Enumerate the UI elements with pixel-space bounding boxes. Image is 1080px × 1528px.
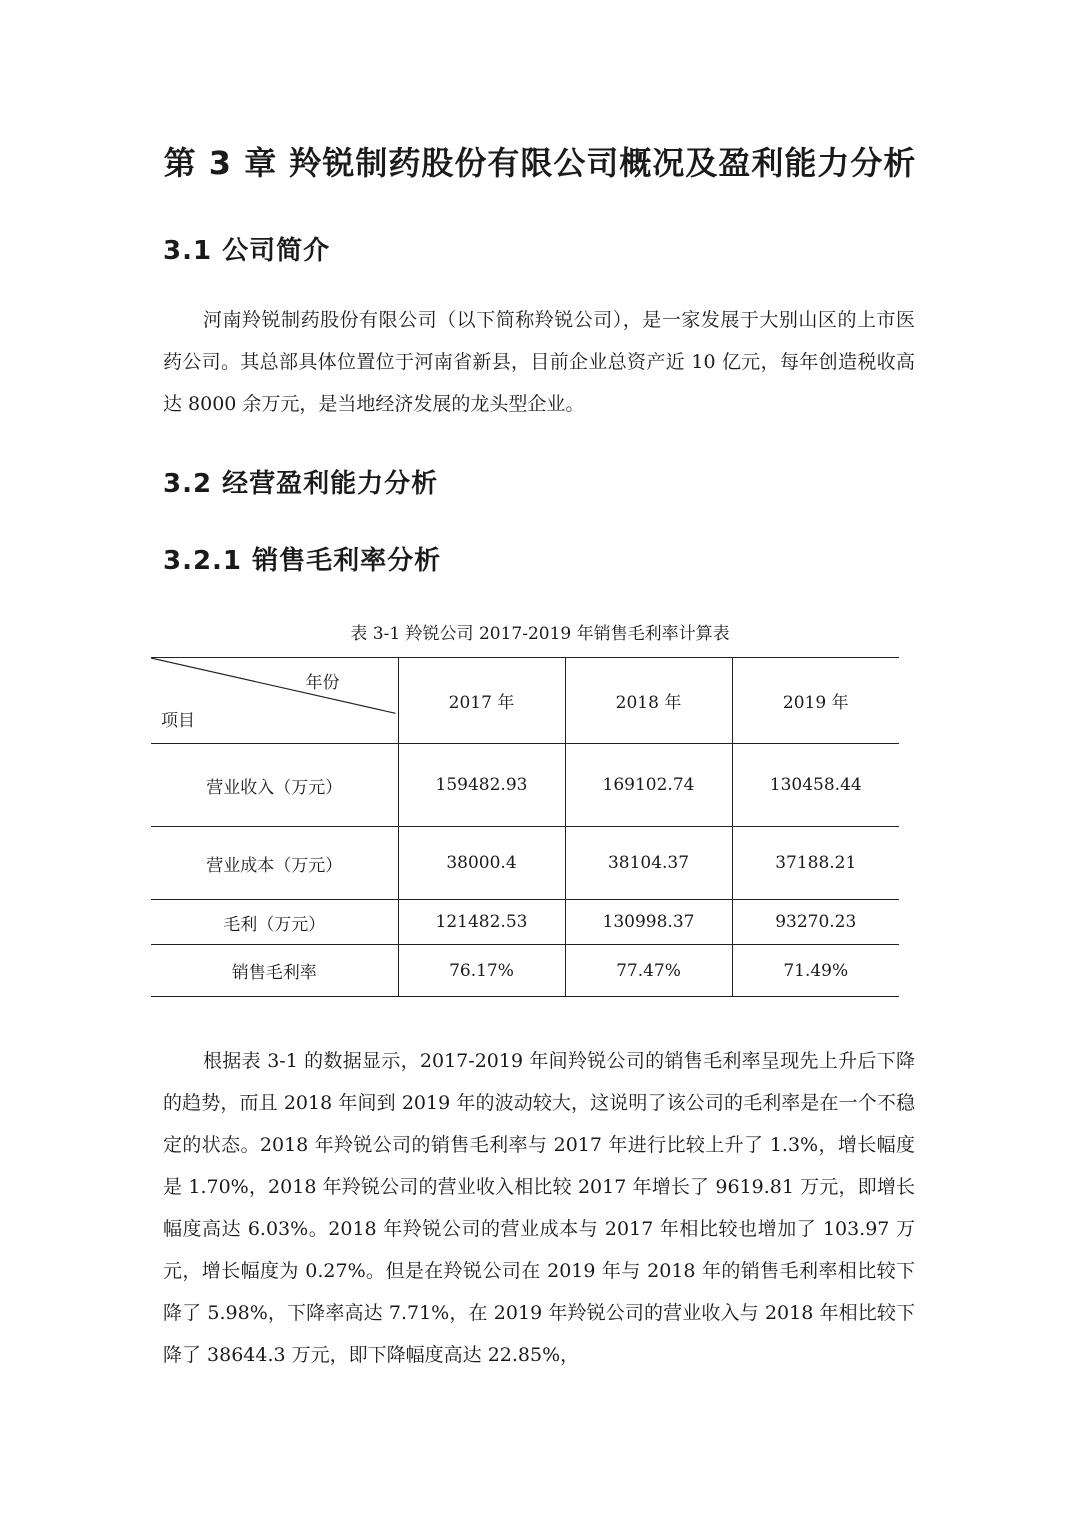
section-3-1-heading: 3.1 公司简介 bbox=[163, 236, 331, 266]
table-cell: 169102.74 bbox=[565, 744, 732, 827]
column-header: 2017 年 bbox=[398, 658, 565, 744]
table-cell: 77.47% bbox=[565, 945, 732, 997]
row-label: 营业成本（万元） bbox=[151, 827, 398, 900]
table-cell: 130458.44 bbox=[732, 744, 899, 827]
company-intro-paragraph: 河南羚锐制药股份有限公司（以下简称羚锐公司），是一家发展于大别山区的上市医药公司。其总部具体位置位于河南省新县，目前企业总资产近 10 亿元，每年创造税收高达 8000 余万元，是当地经济发展的龙头型企业。 bbox=[163, 309, 915, 415]
corner-year-label: 年份 bbox=[305, 673, 340, 693]
table-cell: 38104.37 bbox=[565, 827, 732, 900]
column-header: 2018 年 bbox=[565, 658, 732, 744]
table-row bbox=[151, 900, 899, 945]
table-header-row bbox=[151, 658, 899, 744]
table-cell: 93270.23 bbox=[732, 900, 899, 945]
table-cell: 71.49% bbox=[732, 945, 899, 997]
corner-item-label: 项目 bbox=[161, 711, 195, 731]
row-label: 营业收入（万元） bbox=[151, 744, 398, 827]
table-cell: 37188.21 bbox=[732, 827, 899, 900]
gross-margin-table bbox=[151, 657, 899, 997]
row-label: 销售毛利率 bbox=[151, 945, 398, 997]
table-cell: 159482.93 bbox=[398, 744, 565, 827]
table-cell: 76.17% bbox=[398, 945, 565, 997]
table-caption: 表 3-1 羚锐公司 2017-2019 年销售毛利率计算表 bbox=[350, 624, 730, 644]
table-cell: 38000.4 bbox=[398, 827, 565, 900]
section-3-2-1-heading: 3.2.1 销售毛利率分析 bbox=[163, 546, 442, 576]
chapter-title: 第 3 章 羚锐制药股份有限公司概况及盈利能力分析 bbox=[163, 144, 917, 182]
column-header: 2019 年 bbox=[732, 658, 899, 744]
table-row bbox=[151, 827, 899, 900]
table-row bbox=[151, 744, 899, 827]
table-corner-cell bbox=[151, 658, 398, 744]
row-label: 毛利（万元） bbox=[151, 900, 398, 945]
table-cell: 121482.53 bbox=[398, 900, 565, 945]
table-row bbox=[151, 945, 899, 997]
section-3-2-heading: 3.2 经营盈利能力分析 bbox=[163, 469, 439, 499]
analysis-paragraph: 根据表 3-1 的数据显示，2017-2019 年间羚锐公司的销售毛利率呈现先上升后下降的趋势，而且 2018 年间到 2019 年的波动较大，这说明了该公司的毛利率是在一个不稳定的状态。2018 年羚锐公司的销售毛利率与 2017 年进行比较上升了 1.3%，增长幅度是 1.70%，2018 年羚锐公司的营业收入相比较 2017 年增长了 9619.81 万元，即增长幅度高达 6.03%。2018 年羚锐公司的营业成本与 2017 年相比较也增加了 103.97 万元，增长幅度为 0.27%。但是在羚锐公司在 2019 年与 2018 年的销售毛利率相比较下降了 5.98%，下降率高达 7.71%，在 2019 年羚锐公司的营业收入与 2018 年相比较下降了 38644.3 万元，即下降幅度高达 22.85%， bbox=[163, 1050, 915, 1366]
table-cell: 130998.37 bbox=[565, 900, 732, 945]
